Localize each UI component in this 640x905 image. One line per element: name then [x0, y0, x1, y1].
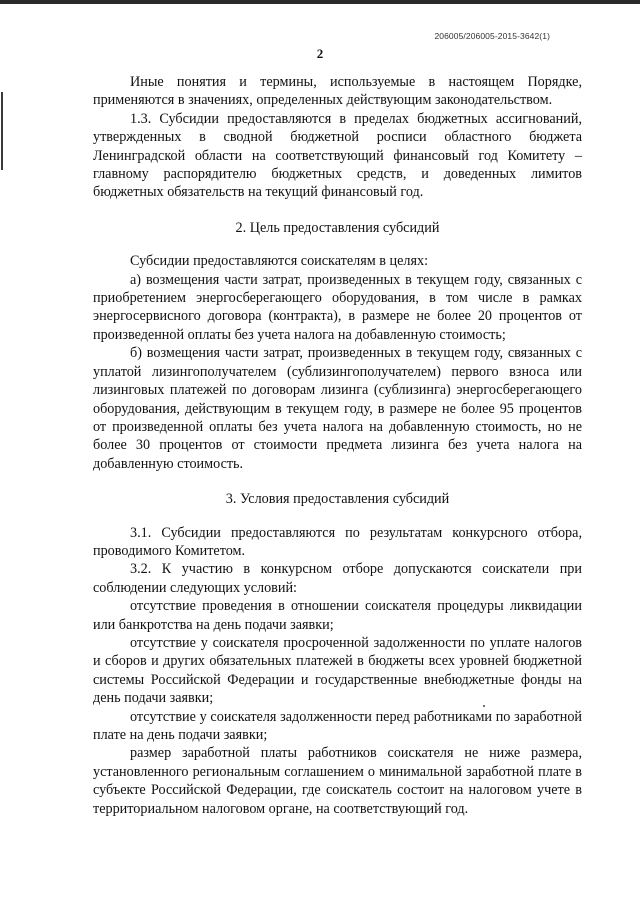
condition-minimum-wage: размер заработной платы работников соискателя не ниже размера, установленного региональным соглашением о минимальной заработной плате в субъекте Российской Федерации, где соискатель состоит на налоговом учете в территориальном налоговом органе, на соответствующий год. [93, 745, 582, 817]
paragraph-1-3: 1.3. Субсидии предоставляются в пределах бюджетных ассигнований, утвержденных в сводной бюджетной росписи областного бюджета Ленинградской области на соответствующий финансовый год Комитету – главному распорядителю бюджетных средств, и доведенных лимитов бюджетных обязательств на текущий финансовый год. [93, 110, 582, 201]
paragraph-terms: Иные понятия и термины, используемые в настоящем Порядке, применяются в значениях, определенных действующим законодательством. [93, 74, 582, 109]
paragraph-3-2: 3.2. К участию в конкурсном отборе допускаются соискатели при соблюдении следующих условий: [93, 561, 582, 596]
condition-no-wage-debt: отсутствие у соискателя задолженности перед работниками по заработной плате на день подачи заявки; [93, 708, 582, 743]
scan-left-margin-mark [1, 92, 3, 170]
section-2-heading: 2. Цель предоставления субсидий [235, 219, 440, 236]
paragraph-3-1: 3.1. Субсидии предоставляются по результатам конкурсного отбора, проводимого Комитетом. [93, 524, 582, 559]
scan-speck [483, 705, 485, 707]
condition-no-liquidation: отсутствие проведения в отношении соискателя процедуры ликвидации или банкротства на день подачи заявки; [93, 598, 582, 633]
scan-top-border [0, 0, 640, 4]
section-3-heading: 3. Условия предоставления субсидий [225, 491, 450, 508]
paragraph-purpose-b: б) возмещения части затрат, произведенных в текущем году, связанных с уплатой лизингополучателем (сублизингополучателем) первого взноса или лизинговых платежей по договорам лизинга (сублизинга) энергосберегающего оборудования, действующим в текущем году, в размере не более 95 процентов от произведенной оплаты без учета налога на добавленную стоимость, но не более 30 процентов от стоимости предмета лизинга без учета налога на добавленную стоимость. [93, 345, 582, 472]
paragraph-purpose-intro: Субсидии предоставляются соискателям в целях: [130, 253, 429, 270]
document-body [93, 73, 582, 818]
paragraph-purpose-a: а) возмещения части затрат, произведенных в текущем году, связанных с приобретением энергосберегающего оборудования, в том числе в рамках энергосервисного договора (контракта), в размере не более 20 процентов от произведенной оплаты без учета налога на добавленную стоимость; [93, 271, 582, 343]
condition-no-tax-debt: отсутствие у соискателя просроченной задолженности по уплате налогов и сборов и других обязательных платежей в бюджеты всех уровней бюджетной системы Российской Федерации и государственные внебюджетные фонды на день подачи заявки; [93, 634, 582, 707]
page-number: 2 [316, 46, 324, 61]
document-code: 206005/206005-2015-3642(1) [434, 31, 550, 41]
